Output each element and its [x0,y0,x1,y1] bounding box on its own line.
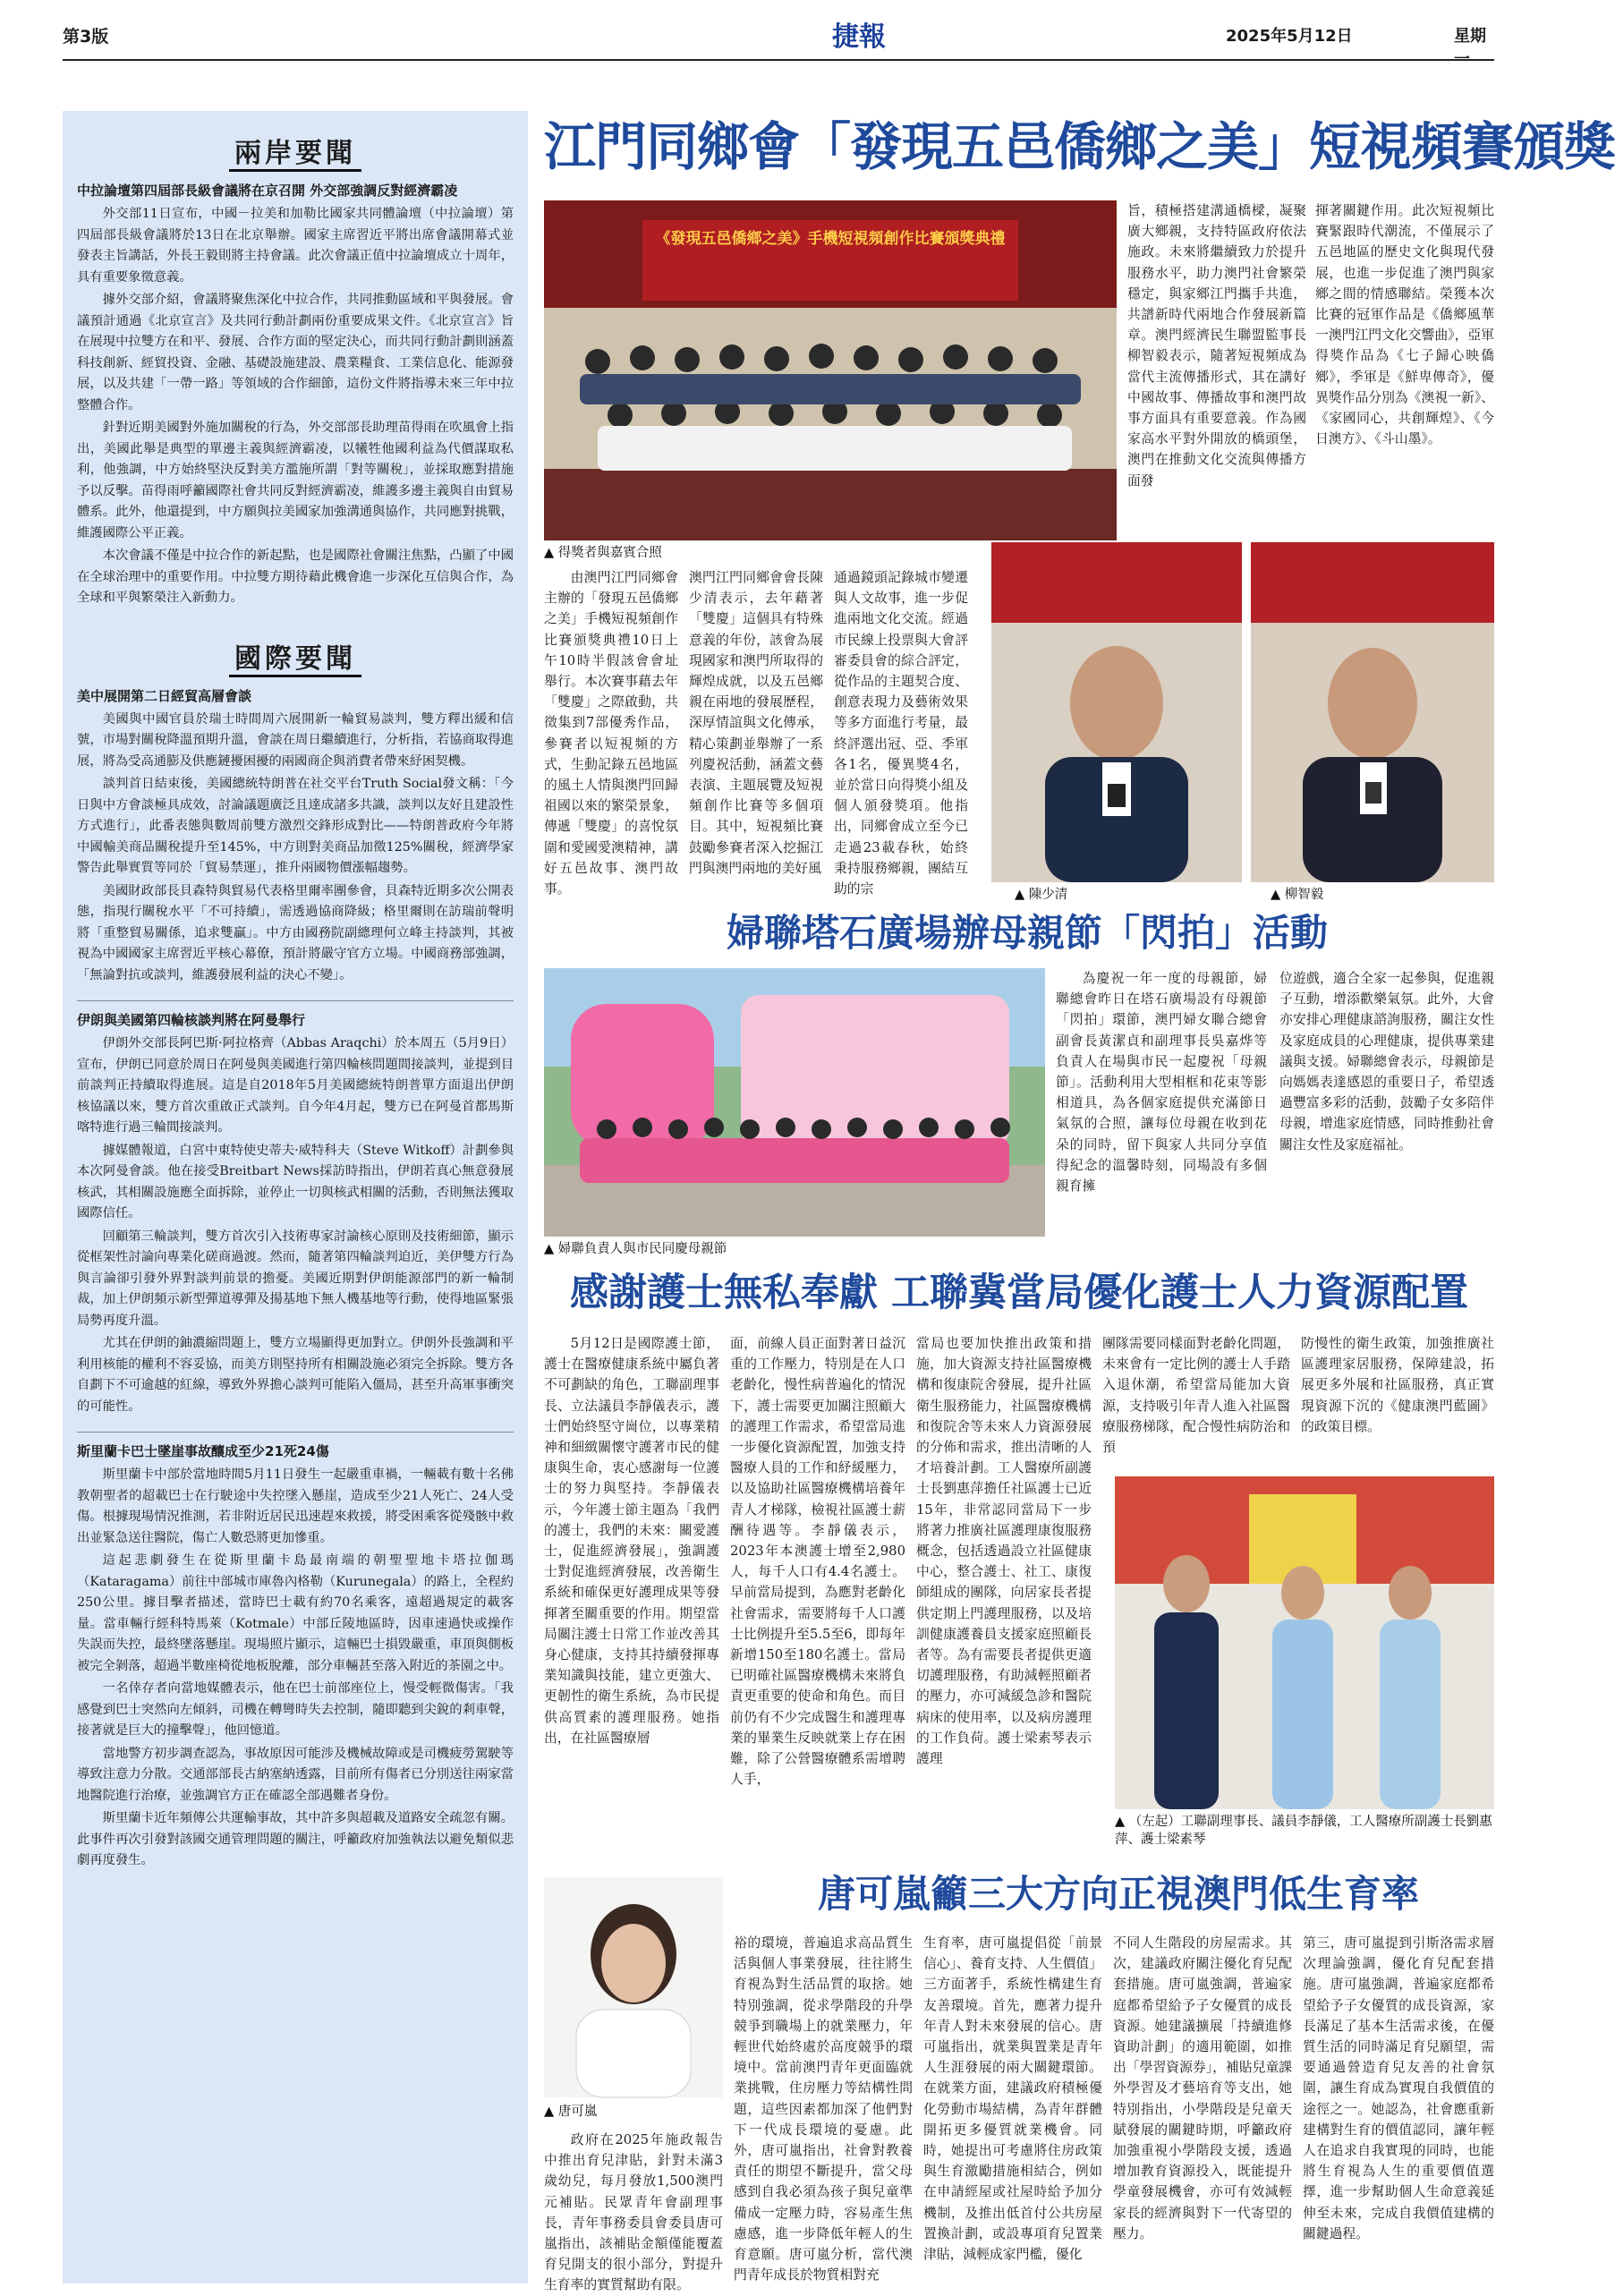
sidebar-article [77,1441,514,1872]
story-column: 面，前線人員正面對著日益沉重的工作壓力，特別是在人口老齡化，慢性病普遍化的情況下，護士需要更加關注照顧大的護理工作需求，希望當局進一步優化資源配置，加強支持醫療人員的工作和紓緩壓力，以及協助社區醫療機構培養年青人才梯隊，檢視社區護士薪酬待遇等。李靜儀表示，2023年本澳護士增至2,980人，每千人口有4.4名護士。早前當局提到，為應對老齡化社會需求，需要將每千人口護士比例提升至5.5至6，即每年新增150至180名護士。當局已明確社區醫療機構未來將負責更重要的使命和角色。而目前仍有不少完成醫生和護理專業的畢業生反映就業上存在困難，除了公營醫療體系需增聘人手， [730,1336,905,1788]
portrait-chen [991,542,1242,882]
portrait-tang [544,1877,723,2097]
divider [77,1000,514,1001]
story-column: 澳門江門同鄉會會長陳少清表示，去年藉著「雙慶」這個具有特殊意義的年份，該會為展現國家和澳門所取得的輝煌成就，以及五邑鄉親在兩地的發展歷程，深厚情誼與文化傳承，精心策劃並舉辦了一系列慶祝活動，涵蓋文藝表演、主題展覽及短視頻創作比賽等多個項目。其中，短視頻比賽鼓勵參賽者深入挖掘江門與澳門兩地的美好風 [689,570,823,876]
story-headline-low-fertility: 唐可嵐籲三大方向正視澳門低生育率 [817,1872,1419,1916]
story-column: 由澳門江門同鄉會主辦的「發現五邑僑鄉之美」手機短視頻創作比賽頒獎典禮10日上午10時半假該會會址舉行。本次賽事藉去年「雙慶」之際啟動，共徵集到7部優秀作品，參賽者以短視頻的方式，生動記錄五邑地區的風土人情與澳門回歸祖國以來的繁榮景象，傳遞「雙慶」的喜悅氛圍和愛國愛澳精神，講好五邑故事、澳門故事。 [544,570,678,897]
story-column: 當局也要加快推出政策和措施，加大資源支持社區醫療機構和復康院舍發展，提升社區衛生服務能力，社區醫療機構和復院舍等未來人力資源發展的分佈和需求，推出清晰的人才培養計劃。工人醫療所副護士長劉惠萍擔任社區護士已近15年，非常認同當局下一步將著力推廣社區護理康復服務概念，包括透過設立社區健康中心，整合護士、社工、康復師組成的團隊，向居家長者提供定期上門護理服務，以及培訓健康護養員支援家庭照顧長者等。為有需要長者提供更適切護理服務，有助減輕照顧者的壓力，亦可減緩急診和醫院病床的使用率，以及病房護理的工作負荷。護士梁素琴表示護理 [916,1336,1092,1767]
main-news-area [544,111,1615,2293]
article-paragraph: 本次會議不僅是中拉合作的新起點，也是國際社會關注焦點，凸顯了中國在全球治理中的重要作用。中拉雙方期待藉此機會進一步深化互信與合作，為全球和平與繁榮注入新動力。 [77,548,514,605]
nurses-photo [1115,1476,1494,1809]
sidebar-article [77,686,514,987]
story-headline-nurses: 感謝護士無私奉獻 工聯冀當局優化護士人力資源配置 [570,1271,1468,1315]
story-column: 政府在2025年施政報告中推出育兒津貼，針對未滿3歲幼兒，每月發放1,500澳門元補貼。民眾青年會副理事長，青年事務委員會委員唐可嵐指出，該補貼金額僅能覆蓋育兒開支的很小部分，對提升生育率的實質幫助有限。 [544,2132,723,2293]
article-paragraph: 尤其在伊朗的鈾濃縮問題上，雙方立場顯得更加對立。伊朗外長強調和平利用核能的權利不容妥協，而美方則堅持所有相關設施必須完全拆除。雙方各自劃下不可逾越的紅線，導致外界擔心談判可能陷入僵局，甚至升高軍事衝突的可能性。 [77,1336,514,1414]
article-paragraph: 回顧第三輪談判，雙方首次引入技術專家討論核心原則及技術細節，顯示從框架性討論向專業化磋商過渡。然而，隨著第四輪談判迫近，美伊雙方行為與言論卻引發外界對談判前景的擔憂。美國近期對伊朗能源部門的新一輪制裁，加上伊朗頻示新型彈道導彈及揚基地下無人機基地等行動，使得地區緊張局勢再度升溫。 [77,1229,514,1328]
story-column: 不同人生階段的房屋需求。其次，建議政府關注優化育兒配套措施。唐可嵐強調，普遍家庭都希望給予子女優質的成長資源。她建議擴展「持續進修資助計劃」的適用範圍，如推出「學習資源券」，補貼兒童課外學習及才藝培育等支出，她特別指出，小學階段是兒童天賦發展的關鍵時期，呼籲政府加強重視小學階段支援，透過增加教育資源投入，既能提升學童發展機會，亦可有效減輕家長的經濟與對下一代寄望的壓力。 [1113,1935,1292,2241]
story-column: 生育率，唐可嵐提倡從「前景信心」、養育支持、人生價值」三方面著手，系統性構建生育友善環境。首先，應著力提升年青人對未來發展的信心。唐可嵐指出，就業與置業是青年人生涯發展的兩大關鍵環節。在就業方面，建議政府積極優化勞動市場結構，為青年群體開拓更多優質就業機會。同時，她提出可考慮將住房政策與生育激勵措施相結合，例如在申請經屋或社屋時給予加分機制，及推出低首付公共房屋置換計劃，或設專項育兒置業津貼，減輕成家門檻，優化 [923,1935,1102,2263]
portrait-liu [1251,542,1494,882]
article-headline: 斯里蘭卡巴士墜崖事故釀成至少21死24傷 [77,1443,329,1459]
article-paragraph: 斯里蘭卡中部於當地時間5月11日發生一起嚴重車禍，一輛載有數十名佛教朝聖者的超載巴士在行駛途中失控墜入懸崖，造成至少21人死亡、24人受傷。根據現場情況推測，若非附近居民迅速趕來救援，將受困乘客從殘骸中救出並緊急送往醫院，傷亡人數恐將更加慘重。 [77,1467,514,1545]
article-paragraph: 美國財政部長貝森特與貿易代表格里爾率團參會，貝森特近期多次公開表態，指現行關稅水平「不可持續」，需透過協商降級；格里爾則在訪瑞前聲明將「重整貿易關係，追求雙贏」。中方由國務院副總理何立峰主持談判，其被視為中國國家主席習近平核心幕僚，預計將嚴守官方立場。中國商務部強調，「無論對抗或談判，維護發展利益的決心不變」。 [77,883,514,982]
article-paragraph: 外交部11日宣布，中國－拉美和加勒比國家共同體論壇（中拉論壇）第四屆部長級會議將於13日在北京舉辦。國家主席習近平將出席會議開幕式並發表主旨講話，外長王毅則將主持會議。此次會議正值中拉論壇成立十周年，具有重要象徵意義。 [77,207,514,285]
masthead [63,20,1494,69]
edition-number: 第3版 [63,27,109,47]
photo-caption: ▲ 得獎者與嘉賓合照 [544,546,662,560]
story-column: 通過鏡頭記錄城市變遷與人文故事，進一步促進兩地文化交流。經過市民線上投票與大會評審委員會的綜合評定，從作品的主題契合度、創意表現力及藝術效果等多方面進行考量，最終評選出冠、亞、季軍各1名，優異獎4名，並於當日向得獎小組及個人頒發獎項。他指出，同鄉會成立至今已走過23載春秋，始終秉持服務鄉親，團結互助的宗 [834,570,968,897]
divider [77,1432,514,1433]
story-column: 5月12日是國際護士節，護士在醫療健康系統中屬負著不可劃缺的角色，工聯副理事長、立法議員李靜儀表示，護士們始終堅守崗位，以專業精神和細緻關懷守護著市民的健康與生命，衷心感謝每一位護士的努力與堅持。李靜儀表示，今年護士節主題為「我們的護士，我們的未來：關愛護士，促進經濟發展」，強調護士對促進經濟發展，改善衛生系統和確保更好護理成果等發揮著至關重要的作用。期望當局關注護士日常工作並改善其身心健康，支持其持續發揮專業知識與技能，建立更強大、更韌性的衛生系統，為市民提供高質素的護理服務。她指出，在社區醫療層 [544,1336,719,1746]
banner-text: 《發現五邑僑鄉之美》手機短視頻創作比賽頒獎典禮 [655,230,1006,248]
group-photo-image [544,200,1117,540]
story-column: 旨，積極搭建溝通橋樑，凝聚廣大鄉親，支持特區政府依法施政。未來將繼續致力於提升服務水平，助力澳門社會繁榮穩定，與家鄉江門攜手共進，共譜新時代兩地合作發展新篇章。澳門經濟民生聯盟監事長柳智毅表示，隨著短視頻成為當代主流傳播形式，其在講好中國故事、傳播故事和澳門故事方面具有重要意義。作為國家高水平對外開放的橋頭堡，澳門在推動文化交流與傳播方面發 [1127,203,1306,489]
photo-caption: ▲ 婦聯負責人與市民同慶母親節 [544,1242,727,1256]
article-paragraph: 這起悲劇發生在從斯里蘭卡島最南端的朝聖聖地卡塔拉伽瑪（Kataragama）前往中部城市庫魯內格勒（Kurunegala）的路上，全程約250公里。據目擊者描述，當時巴士載有約70名乘客，遠超過規定的載客量。當車輛行經科特馬萊（Kotmale）中部丘陵地區時，因車速過快或操作失誤而失控，最終墜落懸崖。現場照片顯示，這輛巴士損毀嚴重，車頂與側板被完全剝落，超過半數座椅從地板脫離，部分車輛甚至落入附近的茶園之中。 [77,1553,514,1673]
newspaper-logo: 捷報 [832,21,886,53]
story-headline-jiangmen: 江門同鄉會「發現五邑僑鄉之美」短視頻賽頒獎 [544,116,1615,177]
article-paragraph: 一名倖存者向當地媒體表示，他在巴士前部座位上，慢受輕微傷害。「我感覺到巴士突然向左傾斜，司機在轉彎時失去控制，隨即聽到尖銳的剎車聲，接著就是巨大的撞擊聲」，他回憶道。 [77,1681,514,1738]
article-paragraph: 斯里蘭卡近年頻傳公共運輸事故，其中許多與超載及道路安全疏忽有關。此事件再次引發對該國交通管理問題的關注，呼籲政府加強執法以避免類似悲劇再度發生。 [77,1811,514,1867]
story-column: 裕的環境，普遍追求高品質生活與個人事業發展，往往將生育視為對生活品質的取捨。她特別強調，從求學階段的升學競爭到職場上的就業壓力，年輕世代始終處於高度競爭的環境中。當前澳門青年更面臨就業挑戰，住房壓力等結構性問題，這些因素都加深了他們對下一代成長環境的憂慮。此外，唐可嵐指出，社會對教養責任的期望不斷提升，當父母感到自我必須為孩子與兒童準備成一定壓力時，容易產生焦慮感，進一步降低年輕人的生育意願。唐可嵐分析，當代澳門青年成長於物質相對充 [734,1935,913,2283]
section-title-international: 國際要聞 [77,636,514,676]
portrait-tang-image [544,1877,723,2097]
article-headline: 美中展開第二日經貿高層會談 [77,687,252,704]
story-column: 防慢性的衛生政策，加強推廣社區護理家居服務，保障建設，拓展更多外展和社區服務，真正實現資源下沉的《健康澳門藍圖》的政策目標。 [1301,1336,1494,1434]
article-headline: 伊朗與美國第四輪核談判將在阿曼舉行 [77,1012,306,1028]
story-column: 揮著關鍵作用。此次短視頻比賽緊跟時代潮流，不僅展示了五邑地區的歷史文化與現代發展，也進一步促進了澳門與家鄉之間的情感聯結。榮獲本次比賽的冠軍作品是《僑鄉風華一澳門江門文化交響曲》，亞軍得獎作品為《七子歸心映僑鄉》，季軍是《鮮卑傳奇》，優異獎作品分別為《澳視一新》、《家國同心，共創輝煌》、《今日澳方》、《斗山墨》。 [1315,203,1494,447]
article-headline: 中拉論壇第四屆部長級會議將在京召開 外交部強調反對經濟霸凌 [77,183,458,199]
photo-caption: ▲ （左起）工聯副理事長、議員李靜儀，工人醫療所副護士長劉惠萍、護士梁素琴 [1115,1815,1492,1847]
portrait-caption-tang: ▲ 唐可嵐 [544,2105,598,2119]
story-headline-womens-federation: 婦聯塔石廣場辦母親節「閃拍」活動 [726,911,1328,955]
portrait-caption-chen: ▲ 陳少清 [1015,888,1068,902]
issue-weekday: 星期一 [1454,27,1486,69]
story-column: 團隊需要同樣面對老齡化問題，未來會有一定比例的護士人手踏入退休潮，希望當局能加大資源，支持吸引年青人進入社區醫療服務梯隊，配合慢性病防治和預 [1102,1336,1290,1456]
article-paragraph: 據媒體報道，白宮中東特使史蒂夫·威特科夫（Steve Witkoff）計劃參與本次阿曼會談。他在接受Breitbart News採訪時指出，伊朗若真心無意發展核武，其相關設施應全面拆除，並停止一切與核武相關的活動，否則無法獲取國際信任。 [77,1143,514,1220]
article-paragraph: 談判首日結束後，美國總統特朗普在社交平台Truth Social發文稱：「今日與中方會談極具成效，討論議題廣泛且達成諸多共識，談判以友好且建設性方式進行」，此番表態與數周前雙方激烈交鋒形成對比——特朗普政府今年將中國輸美商品關稅提升至145%，中方則對美商品加徵125%關稅，經濟學家警告此舉實質等同於「貿易禁運」，推升兩國物價漲幅趨勢。 [77,777,514,875]
article-paragraph: 針對近期美國對外施加關稅的行為，外交部部長助理苗得雨在吹風會上指出，美國此舉是典型的單邊主義與經濟霸凌，以犧牲他國利益為代價謀取私利，他強調，中方始終堅決反對美方濫施所謂「對等關稅」，並採取應對措施予以反擊。苗得雨呼籲國際社會共同反對經濟霸凌，維護多邊主義與自由貿易體系。此外，他還提到，中方願與拉美國家加強溝通與協作，共同應對挑戰，維護國際公平正義。 [77,421,514,540]
nurses-photo-image [1115,1476,1494,1809]
section-title-cross-strait: 兩岸要聞 [77,131,514,170]
mothers-day-photo [544,968,1045,1237]
story-column: 位遊戲，適合全家一起參與，促進親子互動，增添歡樂氣氛。此外，大會亦安排心理健康諮詢服務，關注女性及家庭成員的心理健康，提供專業建議與支援。婦聯總會表示，母親節是向媽媽表達感恩的重要日子，希望透過豐富多彩的活動，鼓勵子女多陪伴母親，增進家庭情感，同時推動社會關注女性及家庭福祉。 [1279,971,1494,1152]
story-column: 第三，唐可嵐提到引斯洛需求層次理論強調，優化育兒配套措施。唐可嵐強調，普遍家庭都希望給予子女優質的成長資源，家長滿足了基本生活需求後，在優質生活的同時滿足育兒願望，需要通過營造育兒友善的社會氛圍，讓生育成為實現自我價值的途徑之一。她認為，社會應重新建構對生育的價值認同，讓年輕人在追求自我實現的同時，也能將生育視為人生的重要價值選擇，進一步幫助個人生命意義延伸至未來，完成自我價值建構的關鍵過程。 [1303,1935,1494,2241]
group-photo [544,200,1117,540]
article-paragraph: 伊朗外交部長阿巴斯·阿拉格齊（Abbas Araqchi）於本周五（5月9日）宣布，伊朗已同意於周日在阿曼與美國進行第四輪核問題間接談判，並提到目前談判正持續取得進展。這是自2018年5月美國總統特朗普單方面退出伊朗核協議以來，雙方首次重啟正式談判。自今年4月起，雙方已在阿曼首都馬斯喀特進行過三輪間接談判。 [77,1036,514,1135]
portrait-chen-image [991,542,1242,882]
sidebar-article [77,1010,514,1417]
mothers-day-photo-image [544,968,1045,1237]
article-paragraph: 美國與中國官員於瑞士時間周六展開新一輪貿易談判，雙方釋出緩和信號，市場對關稅降溫預期升溫，會談在周日繼續進行，分析指，若協商取得進展，將為受高通膨及供應鏈擾困擾的兩國商企與消費者帶來紓困契機。 [77,711,514,769]
news-sidebar [63,111,528,2283]
article-paragraph: 當地警方初步調查認為，事故原因可能涉及機械故障或是司機疲勞駕駛等導致注意力分散。交通部部長古納塞納透露，目前所有傷者已分別送往兩家當地醫院進行治療，並強調官方正在確認全部遇難者身份。 [77,1746,514,1803]
sidebar-article [77,181,514,609]
portrait-caption-liu: ▲ 柳智毅 [1271,888,1324,902]
article-paragraph: 據外交部介紹，會議將聚焦深化中拉合作，共同推動區域和平與發展。會議預計通過《北京宣言》及共同行動計劃兩份重要成果文件。《北京宣言》旨在展現中拉雙方在和平、發展、合作方面的堅定決心，而共同行動計劃則涵蓋科技創新、經貿投資、金融、基礎設施建設、農業糧食、工業信息化、能源發展，以及共建「一帶一路」等領域的合作細節，這份文件將指導未來三年中拉整體合作。 [77,293,514,412]
issue-date: 2025年5月12日 [1226,27,1353,46]
portrait-liu-image [1251,542,1494,882]
story-column: 為慶祝一年一度的母親節，婦聯總會昨日在塔石廣場設有母親節「閃拍」環節，澳門婦女聯合總會副會長黃潔貞和副理事長吳嘉烨等負責人在場與市民一起慶祝「母親節」。活動利用大型相框和花束等影相道具，為各個家庭提供充滿節日氣氛的合照，讓每位母親在收到花朵的同時，留下與家人共同分享值得紀念的溫馨時刻，同場設有多個親育擁 [1056,971,1267,1195]
